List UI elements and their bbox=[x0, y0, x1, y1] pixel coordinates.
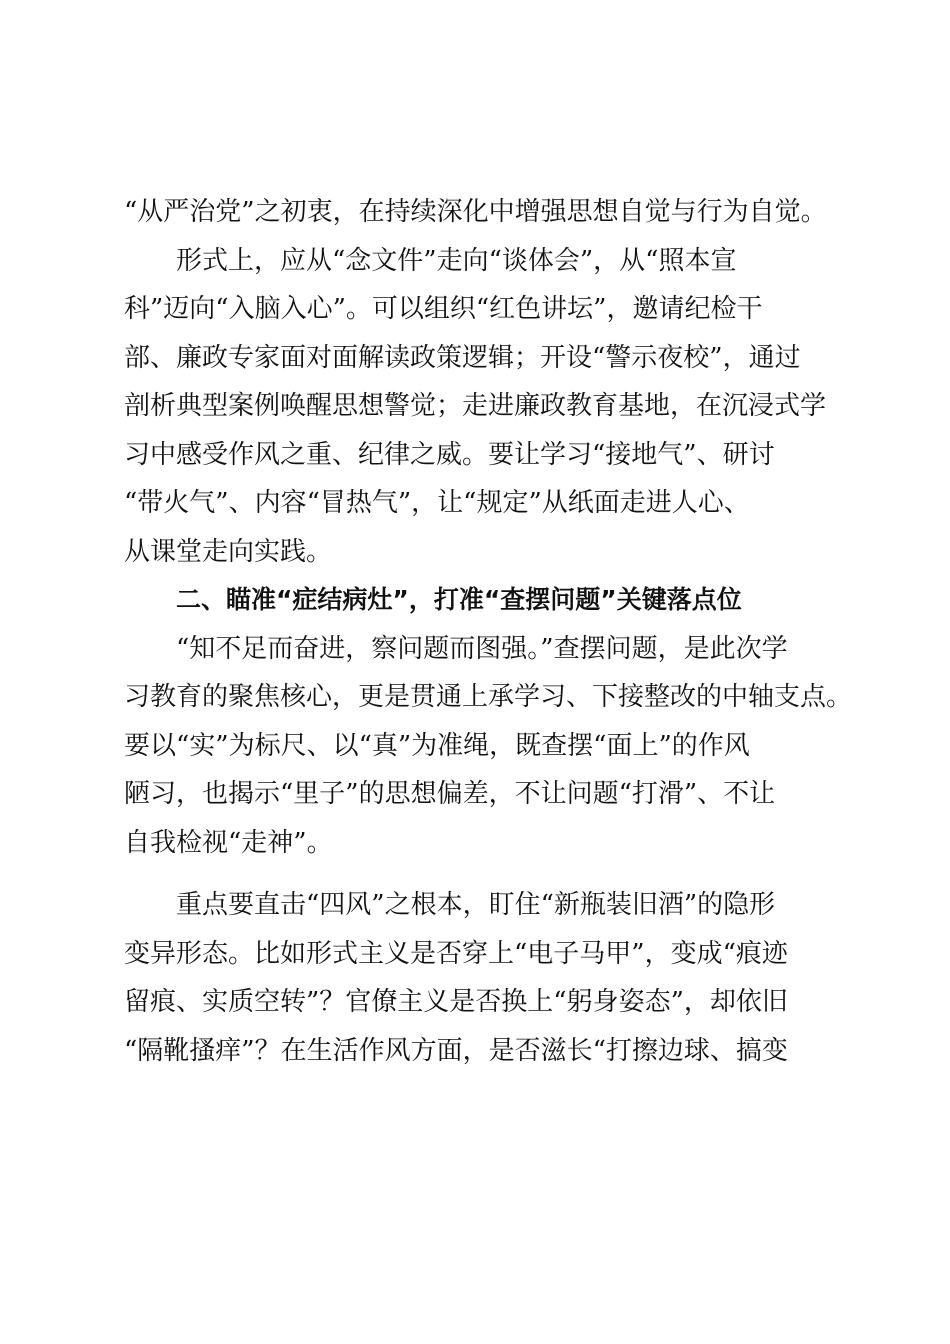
paragraph-line: “隔靴搔痒”？在生活作风方面，是否滋长“打擦边球、搞变 bbox=[124, 1035, 788, 1066]
paragraph-line: 剖析典型案例唤醒思想警觉；走进廉政教育基地，在沉浸式学 bbox=[124, 391, 827, 421]
paragraph-line: 从课堂走向实践。 bbox=[124, 536, 333, 567]
paragraph-line: “带火气”、内容“冒热气”，让“规定”从纸面走进人心、 bbox=[124, 488, 750, 518]
paragraph-line: 习教育的聚焦核心，更是贯通上承学习、下接整改的中轴支点。 bbox=[124, 682, 853, 712]
paragraph-line: 留痕、实质空转”？官僚主义是否换上“躬身姿态”，却依旧 bbox=[124, 987, 788, 1017]
paragraph-line: 部、廉政专家面对面解读政策逻辑；开设“警示夜校”，通过 bbox=[124, 342, 801, 373]
paragraph-line: “从严治党”之初衷，在持续深化中增强思想自觉与行为自觉。 bbox=[124, 197, 827, 227]
paragraph-line: 习中感受作风之重、纪律之威。要让学习“接地气”、研讨 bbox=[124, 439, 775, 470]
paragraph-line: 变异形态。比如形式主义是否穿上“电子马甲”，变成“痕迹 bbox=[124, 938, 788, 969]
section-heading: 二、瞄准“症结病灶”，打准“查摆问题”关键落点位 bbox=[176, 585, 742, 614]
document-body bbox=[124, 188, 853, 1075]
paragraph-line: 科”迈向“入脑入心”。可以组织“红色讲坛”，邀请纪检干 bbox=[124, 294, 763, 324]
paragraph-line: 陋习，也揭示“里子”的思想偏差，不让问题“打滑”、不让 bbox=[124, 779, 776, 809]
paragraph-line: 形式上，应从“念文件”走向“谈体会”，从“照本宣 bbox=[176, 245, 737, 276]
paragraph-line: “知不足而奋进，察问题而图强。”查摆问题，是此次学 bbox=[176, 633, 788, 664]
paragraph-gap bbox=[124, 867, 824, 881]
paragraph-line: 重点要直击“四风”之根本，盯住“新瓶装旧酒”的隐形 bbox=[176, 890, 776, 920]
paragraph-line: 要以“实”为标尺、以“真”为准绳，既查摆“面上”的作风 bbox=[124, 730, 750, 761]
paragraph-line: 自我检视“走神”。 bbox=[124, 827, 333, 858]
